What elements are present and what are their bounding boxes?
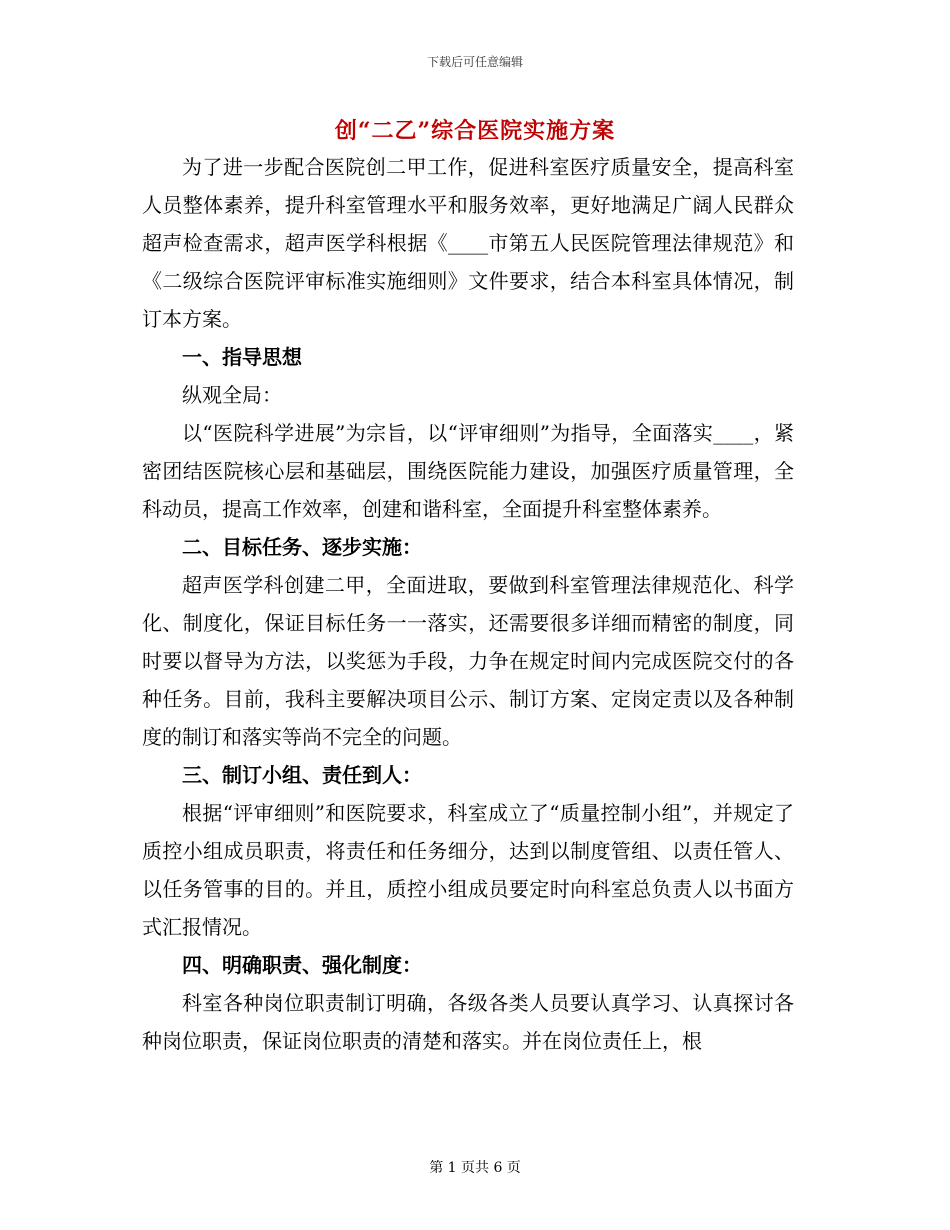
intro-paragraph: 为了进一步配合医院创二甲工作，促进科室医疗质量安全，提高科室人员整体素养，提升科室管理水平和服务效率，更好地满足广阔人民群众超声检查需求，超声医学科根据《____市第五人民医院管理法律规范》和《二级综合医院评审标准实施细则》文件要求，结合本科室具体情况，制订本方案。 (142, 155, 794, 331)
paragraph-overview-label: 纵观全局： (182, 383, 282, 407)
page-number: 第 1 页共 6 页 (429, 1160, 521, 1176)
paragraph-goals: 超声医学科创建二甲，全面进取，要做到科室管理法律规范化、科学化、制度化，保证目标任务一一落实，还需要很多详细而精密的制度，同时要以督导为方法，以奖惩为手段，力争在规定时间内完成医院交付的各种任务。目前，我科主要解决项目公示、制订方案、定岗定责以及各种制度的制订和落实等尚不完全的问题。 (142, 573, 794, 749)
header-note: 下载后可任意编辑 (426, 55, 523, 69)
section-heading-1: 一、指导思想 (182, 345, 302, 369)
document-body (142, 148, 794, 1060)
section-heading-3: 三、制订小组、责任到人： (182, 763, 422, 787)
document-title: 创“二乙”综合医院实施方案 (334, 118, 616, 144)
section-heading-2: 二、目标任务、逐步实施： (182, 535, 422, 559)
paragraph-guiding-principle: 以“医院科学进展”为宗旨，以“评审细则”为指导，全面落实____，紧密团结医院核心层和基础层，围绕医院能力建设，加强医疗质量管理，全科动员，提高工作效率，创建和谐科室，全面提升科室整体素养。 (142, 421, 794, 521)
paragraph-team: 根据“评审细则”和医院要求，科室成立了“质量控制小组”，并规定了质控小组成员职责，将责任和任务细分，达到以制度管组、以责任管人、以任务管事的目的。并且，质控小组成员要定时向科室总负责人以书面方式汇报情况。 (142, 801, 794, 939)
section-heading-4: 四、明确职责、强化制度： (182, 953, 422, 977)
paragraph-duties: 科室各种岗位职责制订明确，各级各类人员要认真学习、认真探讨各种岗位职责，保证岗位职责的清楚和落实。并在岗位责任上，根 (142, 991, 794, 1053)
